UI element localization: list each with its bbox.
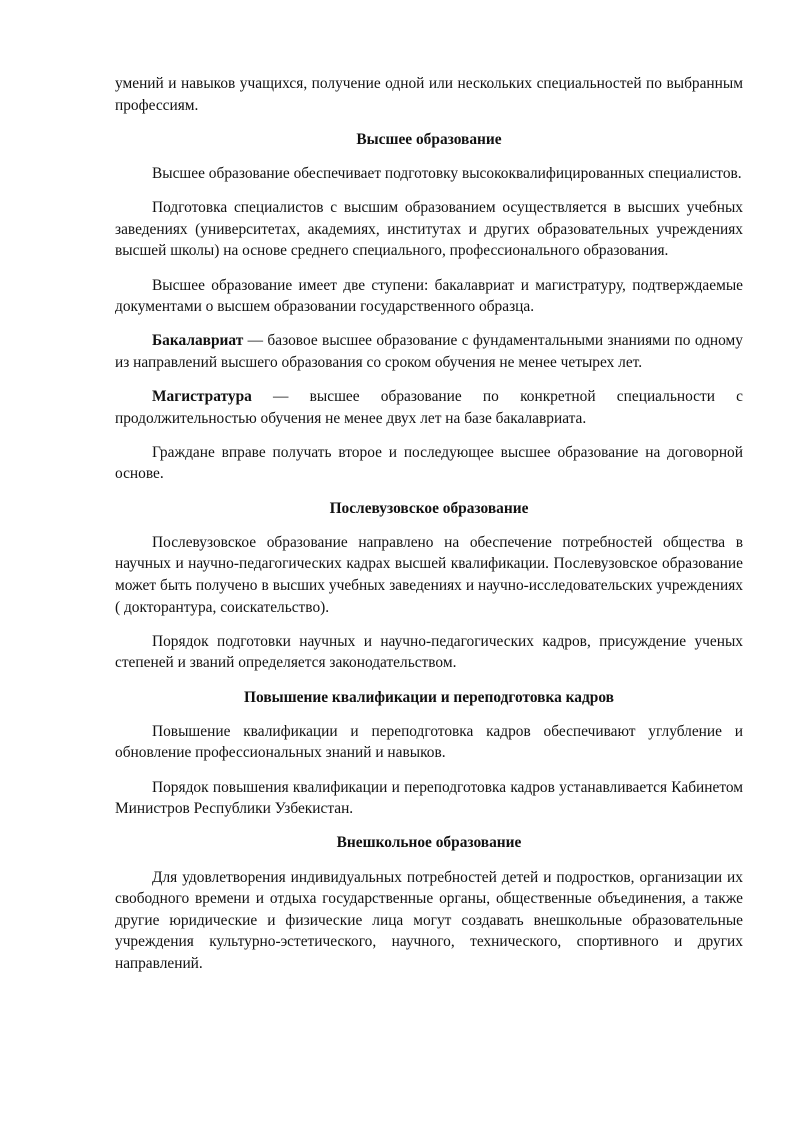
definition-paragraph: [115, 386, 743, 429]
body-paragraph: Порядок повышения квалификации и переподготовка кадров устанавливается Кабинетом Министров Республики Узбекистан.: [115, 778, 743, 818]
body-paragraph: Граждане вправе получать второе и последующее высшее образование на договорной основе.: [115, 443, 743, 483]
definition-text: — базовое высшее образование с фундаментальными знаниями по одному из направлений высшего образования со сроком обучения не менее четырех лет.: [115, 332, 743, 371]
body-paragraph: Высшее образование обеспечивает подготовку высококвалифицированных специалистов.: [152, 164, 742, 182]
body-paragraph: Подготовка специалистов с высшим образованием осуществляется в высших учебных заведениях (университетах, академиях, институтах и других образовательных учреждениях высшей школы) на основе среднего специального, профессионального образования.: [115, 199, 743, 260]
definition-paragraph: [115, 330, 743, 373]
definition-text: — высшее образование по конкретной специальности с продолжительностью обучения не менее двух лет на базе бакалавриата.: [115, 388, 743, 427]
defined-term: Бакалавриат: [152, 332, 244, 350]
body-paragraph: Порядок подготовки научных и научно-педагогических кадров, присуждение ученых степеней и званий определяется законодательством.: [115, 632, 743, 672]
body-paragraph: Послевузовское образование направлено на обеспечение потребностей общества в научных и научно-педагогических кадрах высшей квалификации. Послевузовское образование может быть получено в высших учебных заведениях и научно-исследовательских учреждениях ( докторантура, соискательство).: [115, 533, 743, 616]
body-paragraph: Повышение квалификации и переподготовка кадров обеспечивают углубление и обновление профессиональных знаний и навыков.: [115, 722, 743, 762]
section-heading: Внешкольное образование: [336, 834, 522, 852]
body-paragraph: умений и навыков учащихся, получение одной или нескольких специальностей по выбранным профессиям.: [115, 75, 743, 114]
section-heading: Высшее образование: [356, 130, 502, 148]
body-paragraph: Для удовлетворения индивидуальных потребностей детей и подростков, организации их свободного времени и отдыха государственные органы, общественные объединения, а также другие юридические и физические лица могут создавать внешкольные образовательные учреждения культурно-эстетического, научного, технического, спортивного и других направлений.: [115, 868, 743, 972]
section-heading: Послевузовское образование: [329, 499, 529, 517]
section-heading: Повышение квалификации и переподготовка кадров: [244, 688, 614, 706]
document-page: [115, 73, 743, 987]
defined-term: Магистратура: [152, 388, 252, 406]
body-paragraph: Высшее образование имеет две ступени: бакалавриат и магистратуру, подтверждаемые документами о высшем образовании государственного образца.: [115, 276, 743, 316]
